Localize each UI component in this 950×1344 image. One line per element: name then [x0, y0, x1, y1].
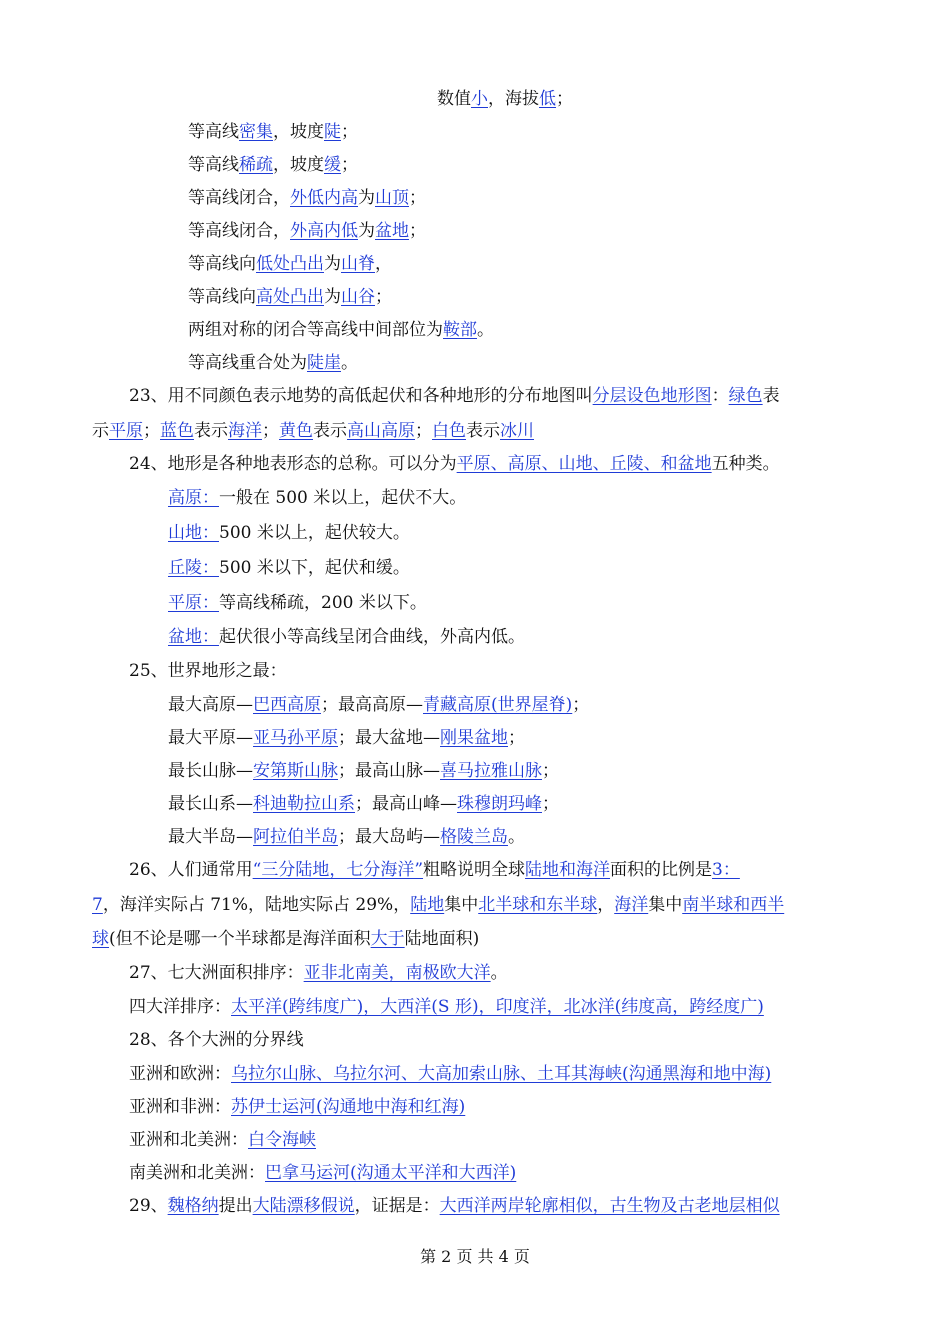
body-text: ，坡度	[273, 122, 324, 142]
body-text: 等高线闭合，	[188, 188, 290, 208]
body-text: ；	[572, 695, 590, 715]
body-text: 。	[341, 353, 358, 373]
body-text: 粗略说明全球	[423, 860, 526, 880]
text-line	[188, 252, 392, 276]
body-text: 四大洋排序：	[129, 997, 231, 1017]
body-text: 为	[324, 287, 341, 307]
body-text: 为	[358, 221, 375, 241]
body-text: ；	[415, 421, 432, 441]
body-text: 为	[324, 254, 341, 274]
answer-text: 山谷	[341, 287, 375, 307]
text-line	[129, 1095, 465, 1119]
answer-text: 陆地	[410, 895, 445, 915]
body-text: 28、各个大洲的分界线	[129, 1030, 304, 1050]
body-text: 五种类。	[711, 454, 780, 474]
body-text: ；	[375, 287, 392, 307]
body-text: 南美洲和北美洲：	[129, 1163, 265, 1183]
answer-text: 陆地和海洋	[525, 860, 611, 880]
body-text: 两组对称的闭合等高线中间部位为	[188, 320, 443, 340]
text-line	[129, 659, 287, 683]
answer-text: 3：	[712, 860, 740, 880]
body-text: ，证据是：	[354, 1196, 440, 1216]
body-text: 亚洲和非洲：	[129, 1097, 231, 1117]
answer-text: 盆地	[375, 221, 409, 241]
answer-text: 大于	[370, 929, 405, 949]
body-text: 最大平原—	[168, 728, 253, 748]
text-line	[129, 995, 764, 1019]
answer-text: 巴拿马运河(沟通太平洋和大西洋)	[265, 1163, 517, 1183]
answer-text: 山顶	[375, 188, 409, 208]
answer-text: 低处凸出	[256, 254, 324, 274]
answer-text: 高处凸出	[256, 287, 324, 307]
body-text: 数值	[437, 89, 471, 109]
answer-text: 分层设色地形图	[592, 386, 712, 406]
body-text: 等高线重合处为	[188, 353, 307, 373]
body-text: 为	[358, 188, 375, 208]
text-line	[188, 318, 494, 342]
body-text: 25、世界地形之最：	[129, 661, 287, 681]
answer-text: 陡崖	[307, 353, 341, 373]
answer-text: 珠穆朗玛峰	[457, 794, 542, 814]
answer-text: 阿拉伯半岛	[253, 827, 338, 847]
text-line	[168, 792, 559, 816]
body-text: 29、	[129, 1196, 168, 1216]
text-line	[129, 1062, 771, 1086]
answer-text: 平原、高原、山地、丘陵、和盆地	[456, 454, 712, 474]
body-text: 集中	[444, 895, 479, 915]
body-text: 面积的比例是	[610, 860, 713, 880]
body-text: ；	[143, 421, 160, 441]
text-line	[168, 693, 589, 717]
text-line	[129, 961, 508, 985]
text-line	[437, 87, 573, 111]
body-text: ；最高高原—	[321, 695, 423, 715]
text-line	[168, 556, 410, 580]
answer-text: 科迪勒拉山系	[253, 794, 355, 814]
answer-text: 白令海峡	[248, 1130, 316, 1150]
body-text: ；最大岛屿—	[338, 827, 440, 847]
answer-text: 绿色	[728, 386, 763, 406]
body-text: 表	[762, 386, 780, 406]
answer-text: 格陵兰岛	[440, 827, 508, 847]
text-line	[129, 1194, 780, 1218]
body-text: 等高线向	[188, 287, 256, 307]
body-text: 等高线稀疏，200 米以下。	[219, 593, 427, 613]
answer-text: 高原：	[168, 488, 219, 508]
answer-text: 安第斯山脉	[253, 761, 338, 781]
text-line	[188, 120, 358, 144]
answer-text: 7	[92, 895, 103, 915]
body-text: ，	[375, 254, 392, 274]
text-line	[188, 153, 358, 177]
body-text: 一般在 500 米以上，起伏不大。	[219, 488, 467, 508]
body-text: ；	[341, 155, 358, 175]
answer-text: 魏格纳	[167, 1196, 219, 1216]
body-text: 等高线	[188, 122, 239, 142]
body-text: 集中	[648, 895, 683, 915]
answer-text: 亚马孙平原	[253, 728, 338, 748]
body-text: 等高线	[188, 155, 239, 175]
answer-text: 高山高原	[347, 421, 415, 441]
text-line	[129, 1128, 316, 1152]
answer-text: 鞍部	[443, 320, 477, 340]
text-line	[92, 419, 534, 443]
answer-text: 盆地：	[168, 627, 219, 647]
text-line	[129, 452, 780, 476]
body-text: 。	[477, 320, 494, 340]
answer-text: 密集	[239, 122, 273, 142]
answer-text: 稀疏	[239, 155, 273, 175]
text-line	[168, 759, 559, 783]
body-text: 等高线向	[188, 254, 256, 274]
body-text: 表示	[194, 421, 228, 441]
answer-text: 大陆漂移假说	[252, 1196, 355, 1216]
text-line	[168, 825, 525, 849]
answer-text: 缓	[324, 155, 341, 175]
body-text: 500 米以上，起伏较大。	[219, 523, 410, 543]
text-line	[168, 726, 525, 750]
body-text: ：	[711, 386, 729, 406]
text-line	[188, 351, 358, 375]
text-line	[129, 858, 740, 882]
body-text: ，坡度	[273, 155, 324, 175]
answer-text: 海洋	[228, 421, 262, 441]
text-line	[168, 521, 410, 545]
body-text: ；	[409, 221, 426, 241]
body-text: ；	[542, 761, 559, 781]
text-line	[188, 186, 426, 210]
answer-text: 山地：	[168, 523, 219, 543]
body-text: 24、地形是各种地表形态的总称。可以分为	[129, 454, 457, 474]
text-line	[188, 285, 392, 309]
answer-text: 海洋	[614, 895, 649, 915]
text-line	[188, 219, 426, 243]
body-text: (但不论是哪一个半球都是海洋面积	[109, 929, 371, 949]
body-text: ；	[508, 728, 525, 748]
answer-text: 外高内低	[290, 221, 358, 241]
body-text: ；最高山脉—	[338, 761, 440, 781]
answer-text: 低	[539, 89, 556, 109]
body-text: 提出	[218, 1196, 253, 1216]
body-text: 亚洲和北美洲：	[129, 1130, 248, 1150]
body-text: 表示	[466, 421, 500, 441]
body-text: ；	[262, 421, 279, 441]
text-line	[92, 927, 479, 951]
answer-text: 白色	[432, 421, 466, 441]
answer-text: “三分陆地，七分海洋”	[252, 860, 424, 880]
answer-text: 苏伊士运河(沟通地中海和红海)	[231, 1097, 466, 1117]
text-line	[168, 625, 525, 649]
body-text: 。	[490, 963, 508, 983]
body-text: ；	[556, 89, 573, 109]
answer-text: 球	[92, 929, 109, 949]
body-text: 最大高原—	[168, 695, 253, 715]
body-text: ，	[597, 895, 615, 915]
body-text: 起伏很小等高线呈闭合曲线，外高内低。	[219, 627, 525, 647]
body-text: 陆地面积)	[404, 929, 480, 949]
answer-text: 喜马拉雅山脉	[440, 761, 542, 781]
answer-text: 外低内高	[290, 188, 358, 208]
answer-text: 陡	[324, 122, 341, 142]
body-text: ；	[542, 794, 559, 814]
answer-text: 亚非北南美，南极欧大洋	[303, 963, 491, 983]
answer-text: 巴西高原	[253, 695, 321, 715]
body-text: ，海洋实际占 71%，陆地实际占 29%，	[102, 895, 411, 915]
answer-text: 北半球和东半球	[478, 895, 598, 915]
answer-text: 山脊	[341, 254, 375, 274]
answer-text: 乌拉尔山脉、乌拉尔河、大高加索山脉、土耳其海峡(沟通黑海和地中海)	[231, 1064, 772, 1084]
body-text: 。	[508, 827, 525, 847]
answer-text: 平原：	[168, 593, 219, 613]
answer-text: 青藏高原(世界屋脊)	[423, 695, 573, 715]
answer-text: 大西洋两岸轮廓相似，古生物及古老地层相似	[439, 1196, 780, 1216]
body-text: 27、七大洲面积排序：	[129, 963, 304, 983]
body-text: 26、人们通常用	[129, 860, 253, 880]
body-text: ，海拔	[488, 89, 539, 109]
body-text: 23、用不同颜色表示地势的高低起伏和各种地形的分布地图叫	[129, 386, 593, 406]
answer-text: 丘陵：	[168, 558, 219, 578]
body-text: 最长山系—	[168, 794, 253, 814]
page-footer: 第 2 页 共 4 页	[420, 1247, 530, 1266]
text-line	[92, 893, 784, 917]
answer-text: 蓝色	[160, 421, 194, 441]
answer-text: 南半球和西半	[682, 895, 785, 915]
body-text: ；最高山峰—	[355, 794, 457, 814]
body-text: 等高线闭合，	[188, 221, 290, 241]
answer-text: 太平洋(跨纬度广)，大西洋(S 形)，印度洋，北冰洋(纬度高，跨经度广)	[231, 997, 764, 1017]
body-text: 表示	[313, 421, 347, 441]
answer-text: 黄色	[279, 421, 313, 441]
body-text: ；	[409, 188, 426, 208]
answer-text: 刚果盆地	[440, 728, 508, 748]
body-text: 最大半岛—	[168, 827, 253, 847]
body-text: 最长山脉—	[168, 761, 253, 781]
body-text: 亚洲和欧洲：	[129, 1064, 231, 1084]
text-line	[129, 1028, 304, 1052]
text-line	[168, 591, 427, 615]
answer-text: 小	[471, 89, 488, 109]
text-line	[129, 384, 780, 408]
text-line	[129, 1161, 516, 1185]
body-text: ；	[341, 122, 358, 142]
answer-text: 平原	[109, 421, 143, 441]
body-text: ；最大盆地—	[338, 728, 440, 748]
answer-text: 冰川	[500, 421, 534, 441]
body-text: 500 米以下，起伏和缓。	[219, 558, 410, 578]
body-text: 示	[92, 421, 109, 441]
text-line	[168, 486, 466, 510]
